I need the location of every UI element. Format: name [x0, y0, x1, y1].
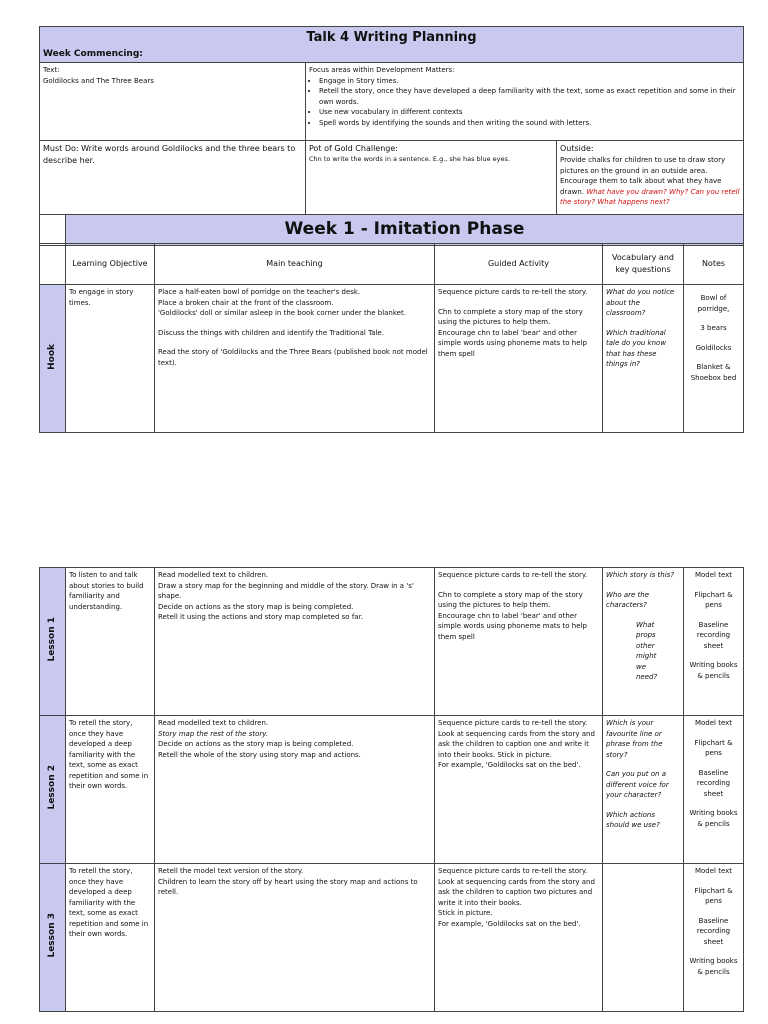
lesson-vocabulary	[603, 716, 684, 864]
hook-main-line: Place a half-eaten bowl of porridge on the teacher's desk.	[158, 288, 361, 296]
lesson-note: Writing books & pencils	[689, 957, 738, 976]
lesson-guided-line: Sequence picture cards to re-tell the story.	[438, 571, 588, 579]
lesson-guided-activity	[435, 864, 603, 1012]
hook-note: 3 bears	[700, 324, 727, 332]
lessons-table	[39, 567, 744, 1012]
lesson-guided-line: Chn to complete a story map of the story using the pictures to help them.	[438, 590, 583, 609]
lesson-note: Flipchart & pens	[694, 886, 733, 905]
lesson-objective: To retell the story, once they have developed a deep familiarity with the text, some as exact repetition and some in their own words.	[66, 864, 155, 1012]
lesson-main-line: Decide on actions as the story map is being completed.	[158, 740, 354, 748]
lesson-note: Flipchart & pens	[694, 738, 733, 757]
lesson-guided-line: Stick in picture.	[438, 909, 493, 917]
hook-main-teaching	[155, 285, 435, 433]
text-label: Text:	[43, 66, 60, 74]
hook-guided-activity	[435, 285, 603, 433]
focus-item: • Engage in Story times.	[319, 76, 740, 87]
lesson-notes	[684, 568, 744, 716]
lesson-note: Baseline recording sheet	[696, 916, 731, 946]
column-header-objective: Learning Objective	[66, 244, 155, 285]
focus-item: • Use new vocabulary in different contexts	[319, 107, 740, 118]
lesson-notes	[684, 864, 744, 1012]
lesson-question: Can you put on a different voice for your character?	[606, 770, 669, 799]
focus-areas-list	[309, 76, 740, 129]
lesson-main-teaching	[155, 568, 435, 716]
lesson-row	[40, 864, 744, 1012]
pot-of-gold-cell	[306, 141, 557, 215]
hook-note: Goldilocks	[695, 343, 732, 352]
text-cell	[40, 63, 306, 141]
lesson-label: Lesson 2	[46, 765, 57, 811]
lesson-objective: To retell the story, once they have developed a deep familiarity with the text, some as exact repetition and some in their own words.	[66, 716, 155, 864]
lesson-note: Model text	[694, 719, 733, 727]
hook-vocabulary	[603, 285, 684, 433]
week-title-blank-cell	[40, 215, 66, 246]
column-header-blank	[40, 244, 66, 285]
week-title: Week 1 - Imitation Phase	[66, 215, 744, 246]
hook-notes	[684, 285, 744, 433]
pot-of-gold-text: Chn to write the words in a sentence. E.g., she has blue eyes.	[309, 155, 510, 163]
hook-guided-line: Sequence picture cards to re-tell the story.	[438, 288, 588, 296]
lesson-label-cell	[40, 864, 66, 1012]
pot-of-gold-label: Pot of Gold Challenge:	[309, 144, 398, 153]
lesson-note: Model text	[694, 571, 733, 579]
lesson-main-line: Read modelled text to children.	[158, 571, 269, 579]
lesson-vocabulary	[603, 568, 684, 716]
hook-main-line: Read the story of 'Goldilocks and the Three Bears (published book not model text).	[158, 348, 428, 367]
must-do-cell	[40, 141, 306, 215]
hook-note: Blanket & Shoebox bed	[690, 363, 737, 382]
lesson-main-line: Story map the rest of the story.	[158, 729, 269, 738]
planning-header-table	[39, 26, 744, 246]
lesson-guided-activity	[435, 716, 603, 864]
hook-row	[40, 285, 744, 433]
lesson-label-cell	[40, 716, 66, 864]
lesson-note: Model text	[694, 867, 733, 875]
lesson-main-line: Retell the model text version of the story.	[158, 867, 304, 875]
lesson-guided-line: Sequence picture cards to re-tell the story.	[438, 867, 588, 875]
outside-questions: What have you drawn? Why? Can you retell the story? What happens next?	[560, 187, 740, 206]
lesson-guided-line: Sequence picture cards to re-tell the story.	[438, 719, 588, 727]
lesson-main-teaching	[155, 864, 435, 1012]
hook-guided-line: Chn to complete a story map of the story using the pictures to help them.	[438, 307, 583, 326]
lesson-question: What props other might we need?	[636, 620, 658, 681]
column-header-guided-activity: Guided Activity	[435, 244, 603, 285]
lesson-objective: To listen to and talk about stories to build familiarity and understanding.	[66, 568, 155, 716]
focus-areas-label: Focus areas within Development Matters:	[309, 66, 455, 74]
lesson-question: Which story is this?	[606, 571, 675, 579]
lesson-main-line: Retell the whole of the story using story map and actions.	[158, 750, 361, 759]
column-header-main-teaching: Main teaching	[155, 244, 435, 285]
hook-question: What do you notice about the classroom?	[606, 288, 675, 317]
week-commencing-label: Week Commencing:	[43, 48, 143, 59]
hook-main-line: Discuss the things with children and identify the Traditional Tale.	[158, 328, 384, 337]
page-title: Talk 4 Writing Planning	[306, 30, 477, 45]
hook-note: Bowl of porridge,	[697, 294, 730, 313]
lesson-main-teaching	[155, 716, 435, 864]
lesson-row	[40, 568, 744, 716]
week-hook-table	[39, 243, 744, 433]
lesson-guided-line: For example, 'Goldilocks sat on the bed'.	[438, 919, 581, 928]
column-header-vocabulary: Vocabulary and key questions	[603, 244, 684, 285]
focus-areas-cell	[306, 63, 744, 141]
lesson-question: Who are the characters?	[606, 590, 650, 609]
hook-label: Hook	[46, 343, 57, 370]
lesson-main-line: Decide on actions as the story map is being completed.	[158, 602, 354, 611]
lesson-guided-line: Encourage chn to label 'bear' and other simple words using phoneme mats to help them spell	[438, 611, 587, 641]
lesson-vocabulary	[603, 864, 684, 1012]
hook-objective: To engage in story times.	[66, 285, 155, 433]
hook-label-cell	[40, 285, 66, 433]
hook-main-line: Place a broken chair at the front of the classroom.	[158, 298, 334, 307]
text-value: Goldilocks and The Three Bears	[43, 76, 154, 85]
outside-text: Provide chalks for children to use to draw story pictures on the ground in an outside area. Encourage them to talk about what they have drawn.	[560, 156, 726, 196]
must-do-text: Must Do: Write words around Goldilocks and the three bears to describe her.	[43, 144, 296, 165]
lesson-note: Baseline recording sheet	[696, 620, 731, 650]
lesson-guided-line: Look at sequencing cards from the story and ask the children to caption two pictures and write it into their books.	[438, 877, 595, 907]
lesson-label-cell	[40, 568, 66, 716]
lesson-question: Which actions should we use?	[606, 810, 660, 829]
lesson-note: Writing books & pencils	[689, 809, 738, 828]
lesson-guided-activity	[435, 568, 603, 716]
lesson-guided-line: For example, 'Goldilocks sat on the bed'.	[438, 761, 581, 769]
lesson-note: Flipchart & pens	[694, 590, 733, 609]
focus-item: • Spell words by identifying the sounds and then writing the sound with letters.	[319, 118, 740, 129]
lesson-label: Lesson 3	[46, 913, 57, 959]
column-header-notes: Notes	[684, 244, 744, 285]
lesson-main-line: Children to learn the story off by heart using the story map and actions to retell.	[158, 877, 418, 896]
planning-title-cell	[40, 27, 744, 63]
lesson-main-line: Draw a story map for the beginning and middle of the story. Draw in a 's' shape.	[158, 581, 414, 600]
hook-question: Which traditional tale do you know that has these things in?	[606, 328, 667, 368]
lesson-question: Which is your favourite line or phrase from the story?	[606, 719, 663, 759]
outside-cell	[557, 141, 744, 215]
lesson-notes	[684, 716, 744, 864]
lesson-main-line: Read modelled text to children.	[158, 719, 269, 727]
lesson-main-line: Retell it using the actions and story map completed so far.	[158, 613, 364, 621]
lesson-guided-line: Look at sequencing cards from the story and ask the children to caption one and write it into their books. Stick in picture.	[438, 729, 595, 759]
hook-guided-line: Encourage chn to label 'bear' and other simple words using phoneme mats to help them spell	[438, 328, 587, 358]
hook-main-line: 'Goldilocks' doll or similar asleep in the book corner under the blanket.	[158, 309, 406, 317]
lesson-label: Lesson 1	[46, 617, 57, 663]
outside-label: Outside:	[560, 144, 594, 153]
focus-item: • Retell the story, once they have developed a deep familiarity with the text, some as exact repetition and some in their own words.	[319, 86, 740, 107]
lesson-row	[40, 716, 744, 864]
lesson-note: Baseline recording sheet	[696, 768, 731, 798]
lesson-note: Writing books & pencils	[689, 661, 738, 680]
